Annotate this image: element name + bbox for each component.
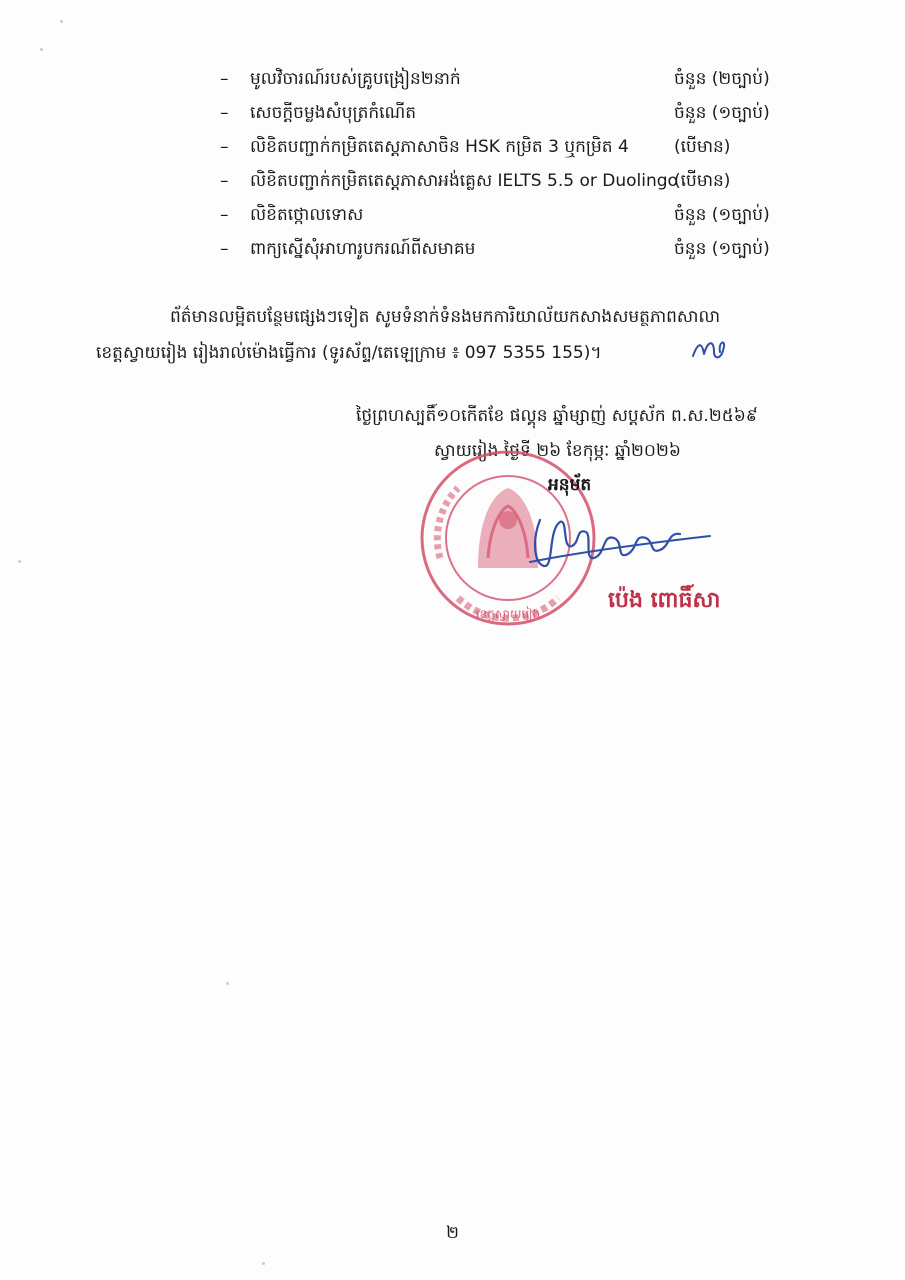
requirement-quantity: (បើមាន) <box>674 171 731 191</box>
requirement-text: លិខិតបញ្ជាក់កម្រិតតេស្តភាសាអង់គ្លេស IELTS 5.5 or Duolingo <box>250 171 678 191</box>
page-number: ២ <box>446 1223 459 1243</box>
scan-speck <box>226 982 229 985</box>
requirement-quantity: ចំនួន (១ច្បាប់) <box>674 103 770 123</box>
scan-speck <box>262 1262 265 1265</box>
requirement-quantity: ចំនួន (២ច្បាប់) <box>674 69 770 89</box>
requirement-text: សេចក្តីចម្លងសំបុត្រកំណើត <box>250 103 417 123</box>
list-dash: – <box>220 103 229 123</box>
scan-speck <box>60 20 63 23</box>
requirement-item <box>220 96 820 130</box>
seal-text: ខេត្តស្វាយរៀង <box>475 607 541 621</box>
signature-icon <box>520 500 720 580</box>
requirement-item <box>220 130 820 164</box>
list-dash: – <box>220 171 229 191</box>
requirement-quantity: ចំនួន (១ច្បាប់) <box>674 205 770 225</box>
signature-text: Rigposa <box>612 520 616 521</box>
list-dash: – <box>220 239 229 259</box>
scan-speck <box>18 560 21 563</box>
requirement-text: ពាក្យស្នើសុំអាហារូបករណ៍ពីសមាគម <box>250 239 476 259</box>
requirement-quantity: ចំនួន (១ច្បាប់) <box>674 239 770 259</box>
list-dash: – <box>220 69 229 89</box>
signer-name: ប៉េង ពោធិ៍សា <box>608 588 721 613</box>
requirement-item <box>220 232 820 266</box>
scan-speck <box>40 48 43 51</box>
requirement-item <box>220 164 820 198</box>
requirement-text: មូលវិចារណ៍របស់គ្រូបង្រៀន២នាក់ <box>250 69 461 89</box>
requirement-quantity: (បើមាន) <box>674 137 731 157</box>
handwritten-initials-icon <box>690 336 730 364</box>
requirements-list <box>220 62 820 266</box>
solar-date: ស្វាយរៀង ថ្ងៃទី ២៦ ខែកុម្ភៈ ឆ្នាំ២០២៦ <box>434 441 681 461</box>
requirement-item <box>220 198 820 232</box>
lunar-date: ថ្ងៃព្រហស្បតិ៍១០កើតខែ ផល្គុន ឆ្នាំម្សាញ់ សប្តស័ក ព.ស.២៥៦៩ <box>356 406 758 426</box>
contact-paragraph-line-2: ខេត្តស្វាយរៀង រៀងរាល់ម៉ោងធ្វើការ (ទូរស័ព្ទ/តេឡេក្រាម ៖ 097 5355 155)។ <box>96 343 602 363</box>
requirement-item <box>220 62 820 96</box>
list-dash: – <box>220 205 229 225</box>
list-dash: – <box>220 137 229 157</box>
requirement-text: លិខិតថ្កោលទោស <box>250 205 364 225</box>
approval-label: អនុម័ត <box>548 475 592 495</box>
requirement-text: លិខិតបញ្ជាក់កម្រិតតេស្តភាសាចិន HSK កម្រិត 3 ឬកម្រិត 4 <box>250 137 629 157</box>
contact-paragraph-line-1: ព័ត៌មានលម្អិតបន្ថែមផ្សេងៗទៀត សូមទំនាក់ទំនងមកការិយាល័យកសាងសមត្ថភាពសាលា <box>170 307 721 327</box>
